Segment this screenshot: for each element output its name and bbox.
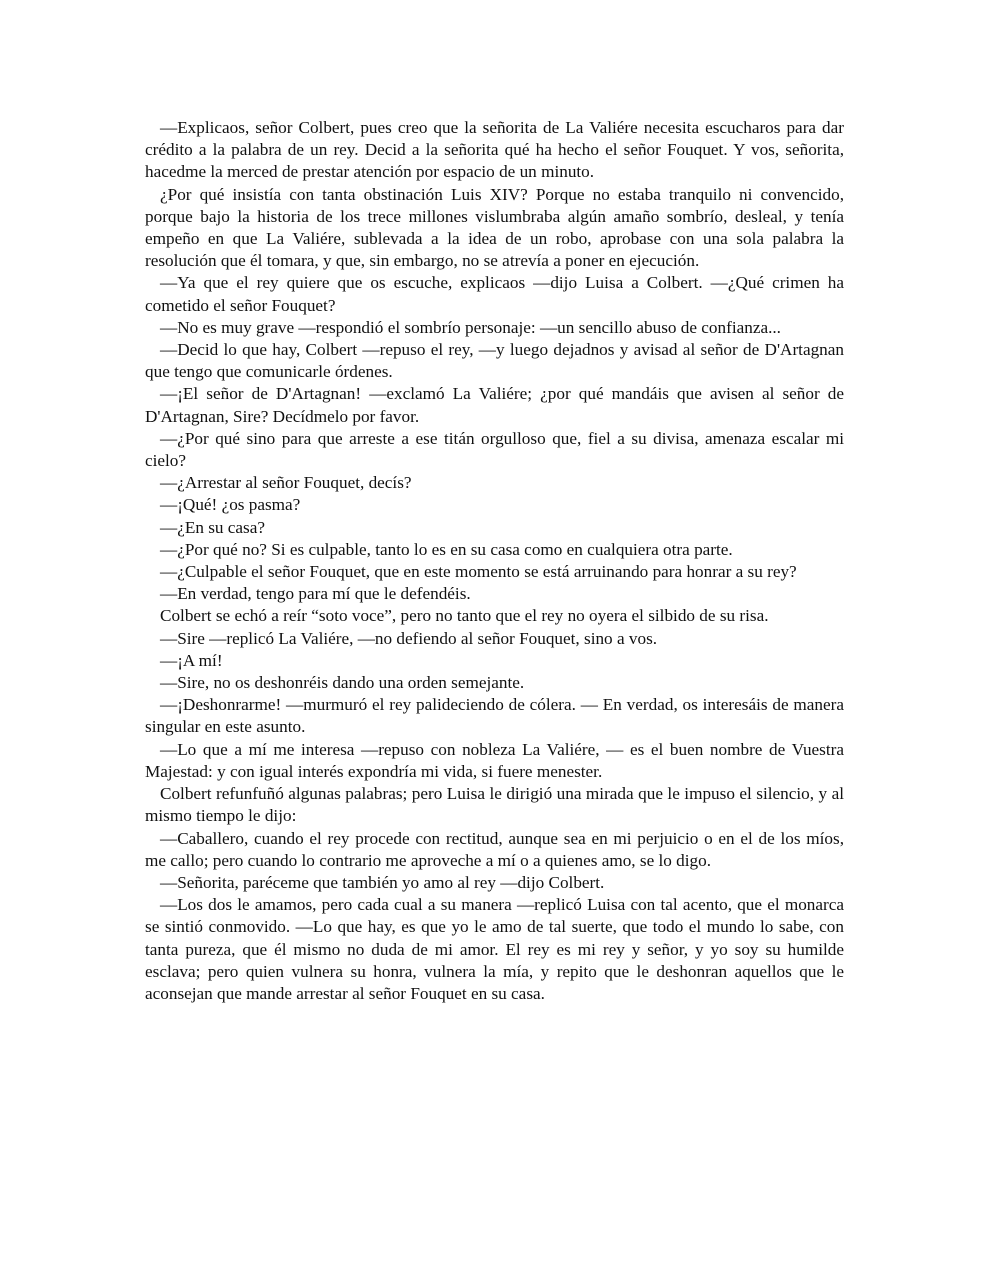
paragraph: —¿Culpable el señor Fouquet, que en este momento se está arruinando para honrar a su rey? (160, 562, 797, 582)
paragraph: —En verdad, tengo para mí que le defendéis. (160, 584, 471, 604)
paragraph: —Señorita, paréceme que también yo amo al rey —dijo Colbert. (160, 872, 605, 892)
paragraph: —¡El señor de D'Artagnan! —exclamó La Valiére; ¿por qué mandáis que avisen al señor de D'Artagnan, Sire? Decídmelo por favor. (145, 384, 844, 426)
paragraph: ¿Por qué insistía con tanta obstinación Luis XIV? Porque no estaba tranquilo ni convencido, porque bajo la historia de los trece millones vislumbraba algún amaño sombrío, desleal, y tenía empeño en que La Valiére, sublevada a la idea de un robo, aprobase con una sola palabra la resolución que él tomara, y que, sin embargo, no se atrevía a poner en ejecución. (145, 184, 844, 271)
paragraph: Colbert refunfuñó algunas palabras; pero Luisa le dirigió una mirada que le impuso el silencio, y al mismo tiempo le dijo: (145, 784, 844, 826)
paragraph: —Explicaos, señor Colbert, pues creo que la señorita de La Valiére necesita escucharos para dar crédito a la palabra de un rey. Decid a la señorita qué ha hecho el señor Fouquet. Y vos, señorita, hacedme la merced de prestar atención por espacio de un minuto. (145, 118, 844, 182)
paragraph: —Caballero, cuando el rey procede con rectitud, aunque sea en mi perjuicio o en el de los míos, me callo; pero cuando lo contrario me aproveche a mí o a quienes amo, se lo digo. (145, 828, 844, 870)
paragraph: —¿En su casa? (160, 517, 265, 537)
paragraph: —Lo que a mí me interesa —repuso con nobleza La Valiére, — es el buen nombre de Vuestra Majestad: y con igual interés expondría mi vida, si fuere menester. (145, 739, 844, 781)
paragraph: —¡Deshonrarme! —murmuró el rey palideciendo de cólera. — En verdad, os interesáis de manera singular en este asunto. (145, 695, 844, 737)
paragraph: —Decid lo que hay, Colbert —repuso el rey, —y luego dejadnos y avisad al señor de D'Artagnan que tengo que comunicarle órdenes. (145, 340, 844, 382)
paragraph: —¡Qué! ¿os pasma? (160, 495, 301, 515)
paragraph: —No es muy grave —respondió el sombrío personaje: —un sencillo abuso de confianza... (160, 317, 781, 337)
paragraph: —¿Arrestar al señor Fouquet, decís? (160, 473, 412, 493)
paragraph: —Sire, no os deshonréis dando una orden semejante. (160, 673, 525, 693)
paragraph: —¿Por qué sino para que arreste a ese titán orgulloso que, fiel a su divisa, amenaza escalar mi cielo? (145, 428, 844, 471)
paragraph: —¿Por qué no? Si es culpable, tanto lo es en su casa como en cualquiera otra parte. (160, 539, 733, 559)
paragraph: —Ya que el rey quiere que os escuche, explicaos —dijo Luisa a Colbert. —¿Qué crimen ha cometido el señor Fouquet? (145, 273, 844, 315)
paragraph: Colbert se echó a reír “soto voce”, pero no tanto que el rey no oyera el silbido de su risa. (160, 606, 769, 626)
document-page (145, 117, 844, 1005)
paragraph: —Los dos le amamos, pero cada cual a su manera —replicó Luisa con tal acento, que el monarca se sintió conmovido. —Lo que hay, es que yo le amo de tal suerte, que todo el mundo lo sabe, con tanta pureza, que él mismo no duda de mi amor. El rey es mi rey y señor, y yo soy su humilde esclava; pero quien vulnera su honra, vulnera la mía, y repito que le deshonran aquellos que le aconsejan que mande arrestar al señor Fouquet en su casa. (145, 895, 844, 1003)
paragraph: —Sire —replicó La Valiére, —no defiendo al señor Fouquet, sino a vos. (160, 628, 658, 648)
paragraph: —¡A mí! (160, 650, 223, 670)
